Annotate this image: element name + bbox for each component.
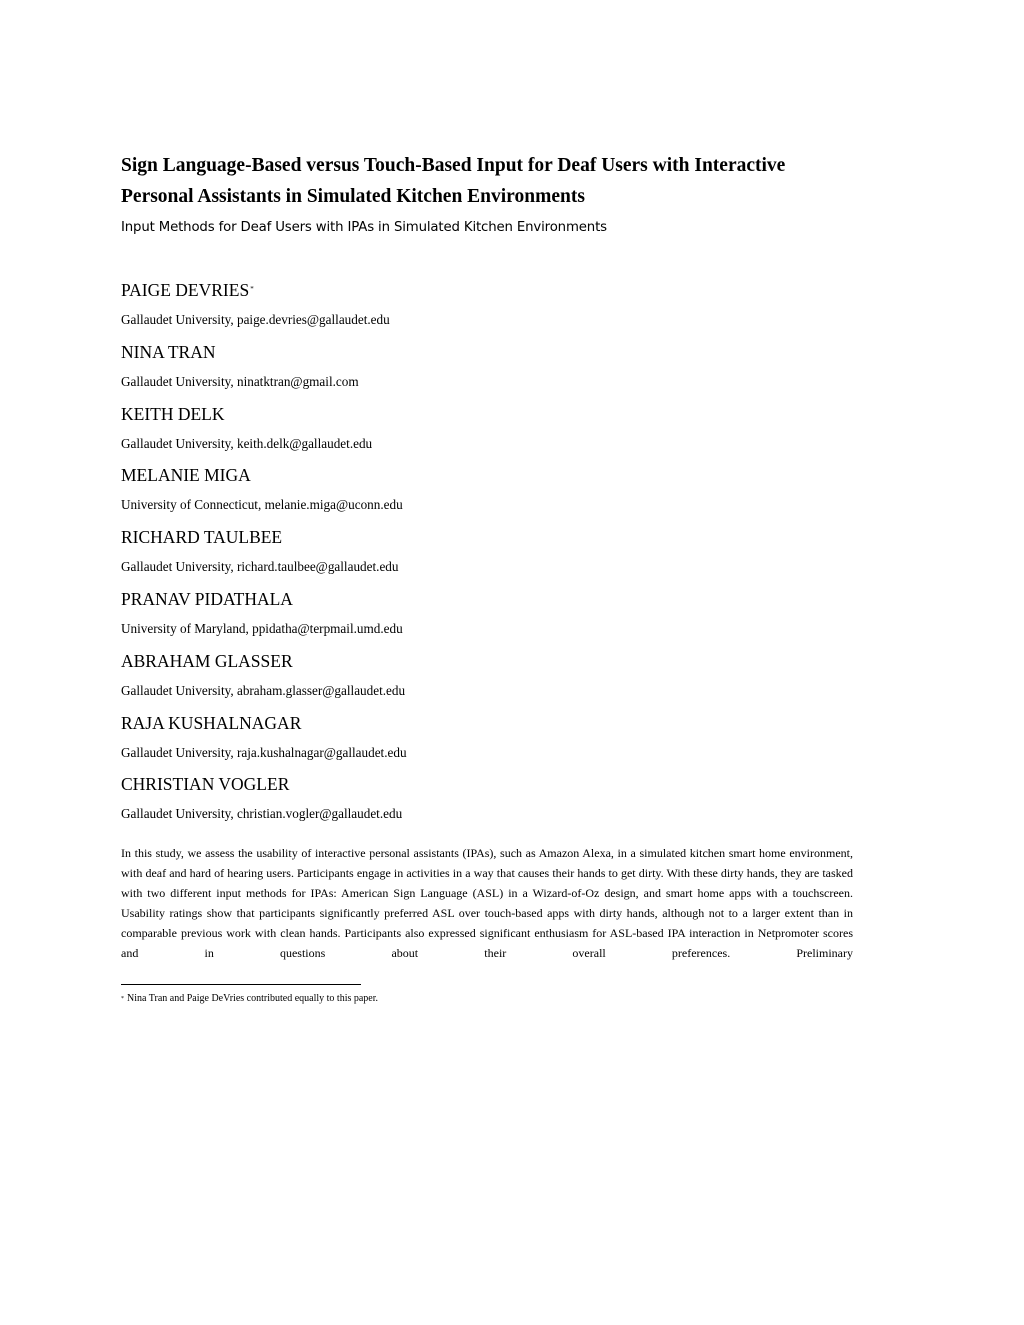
author-block xyxy=(121,773,861,835)
author-affiliation: University of Maryland, ppidatha@terpmail.umd.edu xyxy=(121,620,403,636)
footnote xyxy=(121,992,378,1006)
author-affiliation: Gallaudet University, keith.delk@gallaudet.edu xyxy=(121,435,373,451)
paper-title-line-2: Personal Assistants in Simulated Kitchen Environments xyxy=(121,186,585,207)
author-name xyxy=(121,526,861,556)
author-list xyxy=(121,279,861,835)
author-name-text: CHRISTIAN VOGLER xyxy=(121,774,290,795)
author-affiliation: Gallaudet University, paige.devries@gallaudet.edu xyxy=(121,312,390,327)
author-affiliation: Gallaudet University, ninatktran@gmail.com xyxy=(121,373,359,389)
paper-subtitle: Input Methods for Deaf Users with IPAs in Simulated Kitchen Environments xyxy=(121,220,607,235)
author-name-text: KEITH DELK xyxy=(121,403,225,424)
author-name xyxy=(121,279,861,309)
author-block xyxy=(121,650,861,712)
author-name xyxy=(121,773,861,803)
author-name xyxy=(121,464,861,494)
author-block xyxy=(121,403,861,465)
author-block xyxy=(121,588,861,650)
author-name-text: ABRAHAM GLASSER xyxy=(121,650,293,671)
author-name xyxy=(121,403,861,433)
author-affiliation: Gallaudet University, christian.vogler@gallaudet.edu xyxy=(121,806,403,822)
author-name xyxy=(121,712,861,742)
footnote-marker: * xyxy=(121,996,124,1002)
author-footnote-marker: * xyxy=(250,285,254,293)
author-block xyxy=(121,464,861,526)
author-block xyxy=(121,526,861,588)
footnote-divider xyxy=(121,984,361,985)
author-name xyxy=(121,341,861,371)
author-name-text: PRANAV PIDATHALA xyxy=(121,588,293,609)
footnote-text: Nina Tran and Paige DeVries contributed equally to this paper. xyxy=(127,993,379,1004)
author-name-text: MELANIE MIGA xyxy=(121,465,251,486)
author-affiliation: Gallaudet University, raja.kushalnagar@gallaudet.edu xyxy=(121,744,407,760)
author-name xyxy=(121,650,861,680)
author-name-text: NINA TRAN xyxy=(121,341,216,362)
author-affiliation: University of Connecticut, melanie.miga@uconn.edu xyxy=(121,497,403,513)
author-name-text: RAJA KUSHALNAGAR xyxy=(121,712,302,733)
author-affiliation: Gallaudet University, richard.taulbee@gallaudet.edu xyxy=(121,559,399,575)
author-affiliation: Gallaudet University, abraham.glasser@gallaudet.edu xyxy=(121,682,406,698)
author-name xyxy=(121,588,861,618)
author-name-text: RICHARD TAULBEE xyxy=(121,527,283,548)
paper-title-line-1: Sign Language-Based versus Touch-Based Input for Deaf Users with Interactive xyxy=(121,155,786,176)
author-block xyxy=(121,712,861,774)
abstract: In this study, we assess the usability of interactive personal assistants (IPAs), such as Amazon Alexa, in a simulated kitchen smart home environment, with deaf and hard of hearing users. Participants engage in activities in a way that causes their hands to get dirty. With these dirty hands, they are tasked with two different input methods for IPAs: American Sign Language (ASL) in a Wizard-of-Oz design, and smart home apps with a touchscreen. Usability ratings show that participants significantly preferred ASL over touch-based apps with dirty hands, although not to a larger extent than in comparable previous work with clean hands. Participants also expressed significant enthusiasm for ASL-based IPA interaction in Netpromoter scores and in questions about their overall preferences. Preliminary xyxy=(121,846,853,960)
author-block xyxy=(121,279,861,341)
author-block xyxy=(121,341,861,403)
author-name-text: PAIGE DEVRIES xyxy=(121,280,250,300)
